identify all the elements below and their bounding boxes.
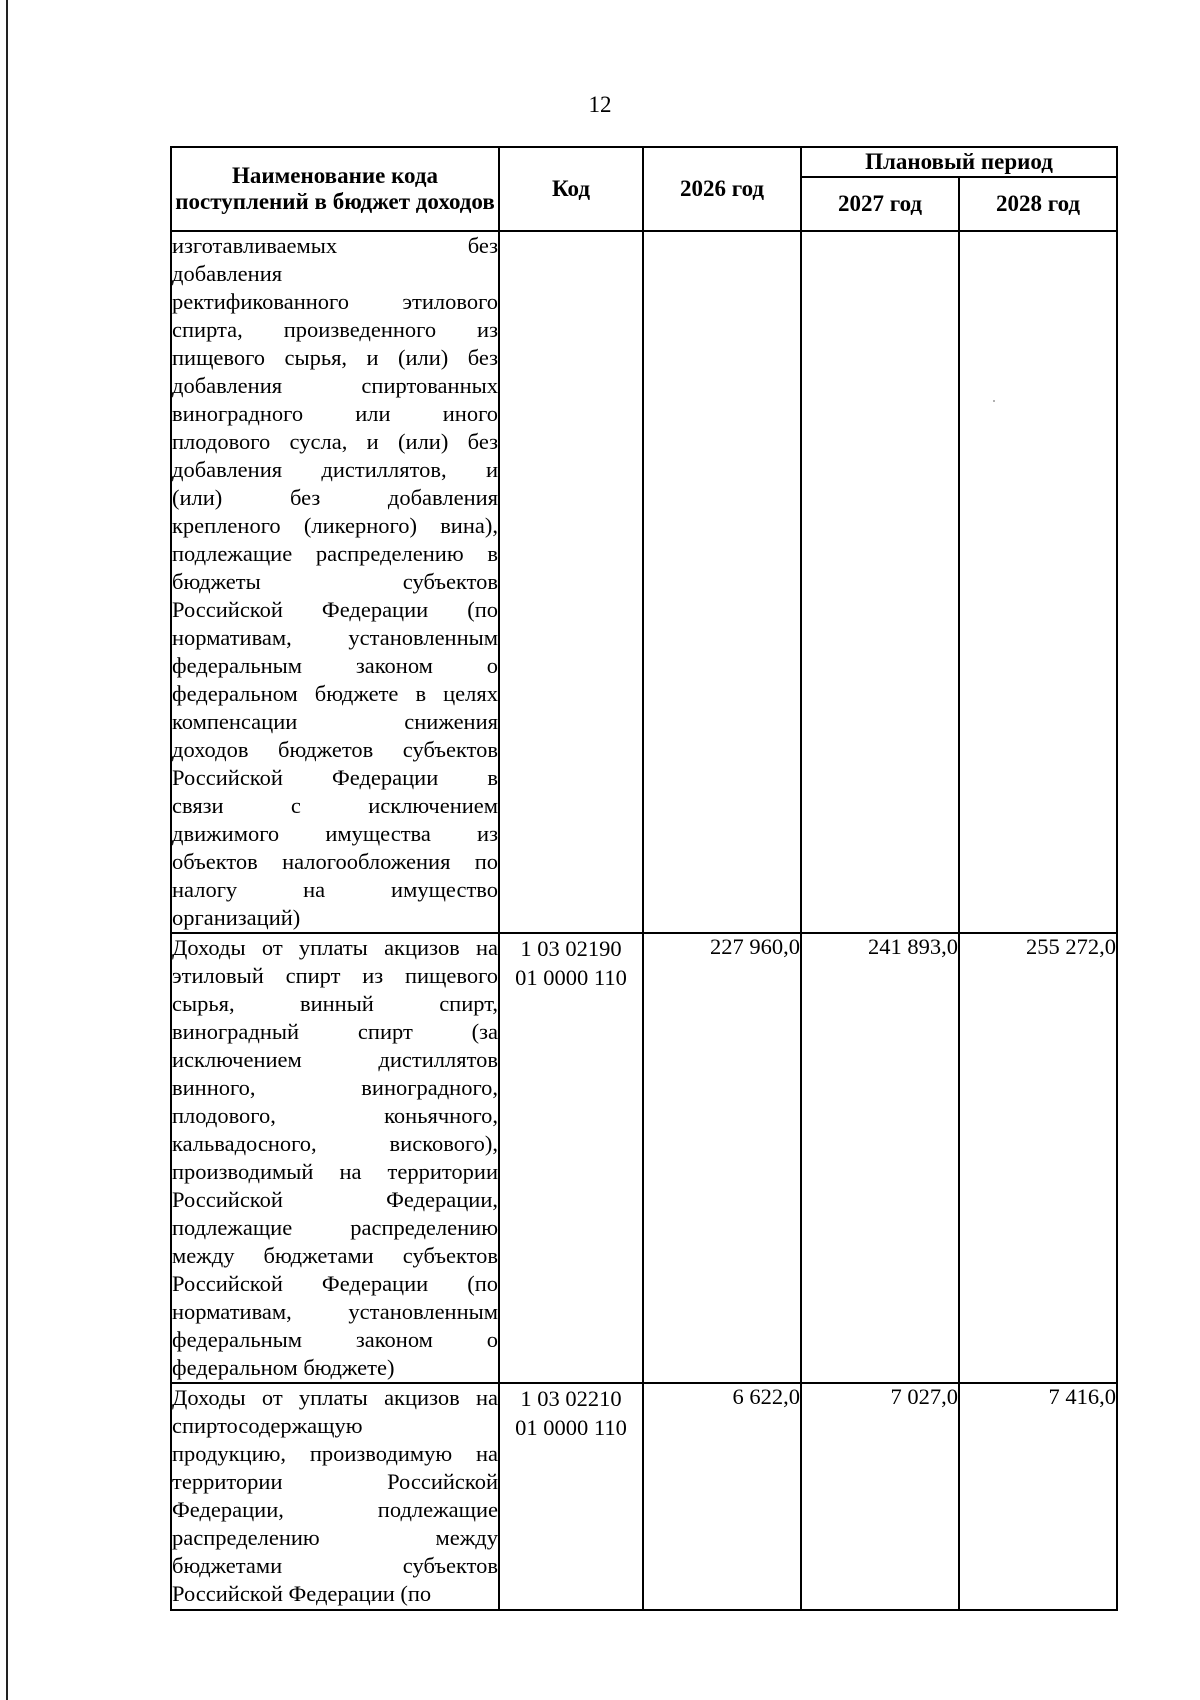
revenue-name-line: добавления [172,261,283,286]
revenue-name-line: доходов бюджетов субъектов [172,737,498,762]
table-row [171,1383,1117,1610]
header-code: Код [499,147,643,231]
amount-2028-cell: 255 272,0 [959,933,1117,1383]
revenue-name-cell [171,933,499,1383]
page-number: 12 [588,92,612,117]
budget-code-line: 01 0000 110 [515,1415,627,1440]
revenue-name-line: распределению между [172,1525,498,1550]
budget-code-cell [499,231,643,933]
header-2027: 2027 год [801,177,959,231]
amount-2028-cell [959,231,1117,933]
amount-2027-cell [801,231,959,933]
budget-code-line: 1 03 02190 [520,936,622,961]
revenue-name-line: подлежащие распределению в [172,541,498,566]
revenue-name-line: Российской Федерации (по [172,1581,432,1606]
revenue-name-line: организаций) [172,905,301,930]
revenue-name-line: Федерации, подлежащие [172,1497,498,1522]
revenue-name-cell [171,231,499,933]
revenue-name-line: движимого имущества из [172,821,498,846]
revenue-name-line: изготавливаемых без [172,233,498,258]
revenue-name-line: Российской Федерации, [172,1187,498,1212]
revenue-name-line: продукцию, производимую на [172,1441,498,1466]
budget-code-cell [499,1383,643,1610]
revenue-name-line: добавления спиртованных [172,373,498,398]
header-2026: 2026 год [643,147,801,231]
revenue-name-line: нормативам, установленным [172,1299,498,1324]
revenue-name-line: плодового сусла, и (или) без [172,429,498,454]
revenue-name-line: Доходы от уплаты акцизов на [172,935,498,960]
revenue-name-line: объектов налогообложения по [172,849,498,874]
revenue-name-line: бюджеты субъектов [172,569,498,594]
revenue-name-line: Доходы от уплаты акцизов на [172,1385,498,1410]
revenue-name-line: между бюджетами субъектов [172,1243,498,1268]
revenue-name-line: федеральном бюджете) [172,1355,395,1380]
amount-2026-cell: 227 960,0 [643,933,801,1383]
revenue-name-line: федеральным законом о [172,653,498,678]
header-2028: 2028 год [959,177,1117,231]
revenue-name-line: винного, виноградного, [172,1075,498,1100]
revenue-name-cell [171,1383,499,1610]
revenue-name-line: пищевого сырья, и (или) без [172,345,498,370]
revenue-name-line: добавления дистиллятов, и [172,457,498,482]
amount-2027-cell: 241 893,0 [801,933,959,1383]
revenue-name-line: федеральным законом о [172,1327,498,1352]
revenue-name-line: виноградный спирт (за [172,1019,498,1044]
revenue-name-line: (или) без добавления [172,485,498,510]
revenue-name-line: сырья, винный спирт, [172,991,498,1016]
revenue-name-line: федеральном бюджете в целях [172,681,498,706]
table-row [171,231,1117,933]
amount-2026-cell: 6 622,0 [643,1383,801,1610]
amount-2028-cell: 7 416,0 [959,1383,1117,1610]
revenue-name-line: территории Российской [172,1469,498,1494]
revenue-name-line: кальвадосного, вискового), [172,1131,498,1156]
revenue-name-line: ректификованного этилового [172,289,498,314]
budget-code-cell [499,933,643,1383]
revenue-name-line: плодового, коньячного, [172,1103,498,1128]
revenue-name-line: компенсации снижения [172,709,498,734]
header-name: Наименование кода поступлений в бюджет доходов [171,147,499,231]
budget-code-line: 1 03 02210 [520,1386,622,1411]
revenue-name-line: Российской Федерации (по [172,597,498,622]
amount-2027-cell: 7 027,0 [801,1383,959,1610]
revenue-name-line: этиловый спирт из пищевого [172,963,498,988]
revenue-name-line: спирта, произведенного из [172,317,498,342]
revenue-table [170,146,1118,1611]
revenue-name-line: исключением дистиллятов [172,1047,498,1072]
revenue-name-line: Российской Федерации (по [172,1271,498,1296]
revenue-name-line: крепленого (ликерного) вина), [172,513,498,538]
revenue-name-line: производимый на территории [172,1159,498,1184]
revenue-name-line: связи с исключением [172,793,498,818]
revenue-name-line: бюджетами субъектов [172,1553,498,1578]
header-planning-period: Плановый период [801,147,1117,177]
revenue-name-line: Российской Федерации в [172,765,498,790]
budget-code-line: 01 0000 110 [515,965,627,990]
revenue-name-line: нормативам, установленным [172,625,498,650]
revenue-name-line: спиртосодержащую [172,1413,363,1438]
revenue-name-line: налогу на имущество [172,877,498,902]
revenue-name-line: виноградного или иного [172,401,498,426]
table-row [171,933,1117,1383]
scan-speck [993,400,995,402]
amount-2026-cell [643,231,801,933]
scan-edge-line [6,0,8,1700]
revenue-name-line: подлежащие распределению [172,1215,498,1240]
